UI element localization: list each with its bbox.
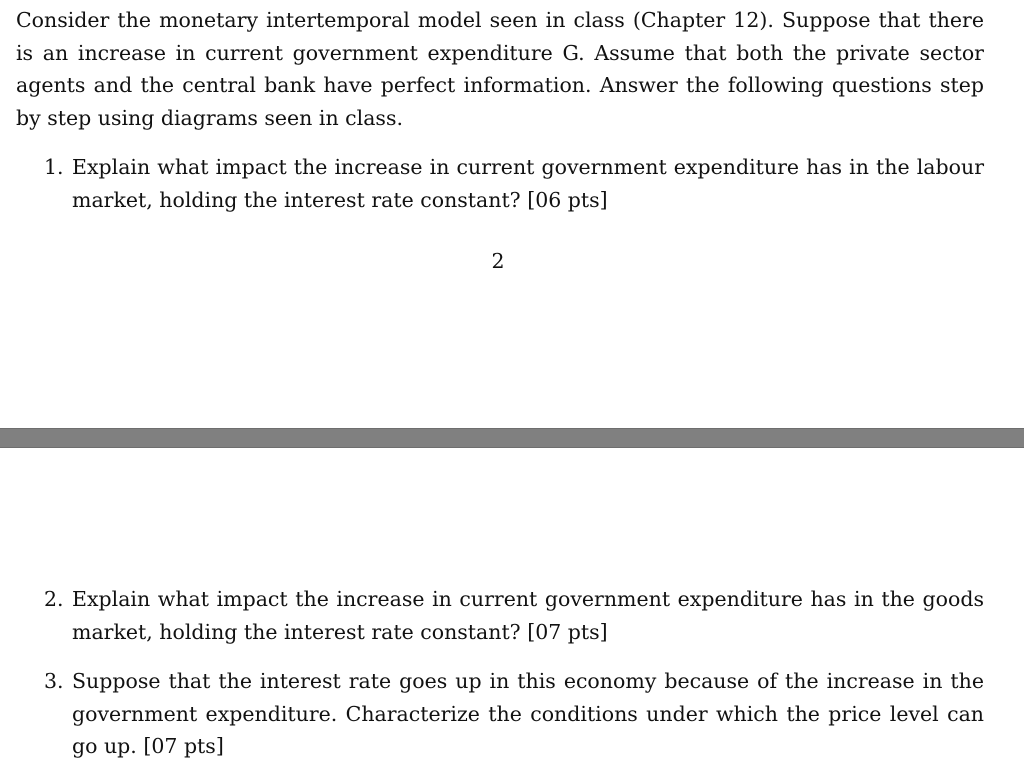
question-2 <box>44 583 984 648</box>
question-3 <box>44 665 984 763</box>
page-number: 2 <box>491 249 505 273</box>
question-1-text: Explain what impact the increase in current government expenditure has in the labour market, holding the interest rate constant? [06 pts] <box>72 155 984 212</box>
question-1-number: 1. <box>44 155 64 179</box>
page-divider <box>0 428 1024 448</box>
question-3-number: 3. <box>44 669 64 693</box>
document-page-bottom <box>0 448 1024 784</box>
intro-paragraph: Consider the monetary intertemporal model seen in class (Chapter 12). Suppose that there is an increase in current government expenditure G. Assume that both the private sector agents and the central bank have perfect information. Answer the following questions step by step using diagrams seen in class. <box>16 8 984 130</box>
question-2-text: Explain what impact the increase in current government expenditure has in the goods market, holding the interest rate constant? [07 pts] <box>72 587 984 644</box>
question-2-number: 2. <box>44 587 64 611</box>
question-1 <box>44 151 984 216</box>
question-3-text: Suppose that the interest rate goes up in this economy because of the increase in the government expenditure. Characterize the conditions under which the price level can go up. [07 pts] <box>72 669 984 758</box>
